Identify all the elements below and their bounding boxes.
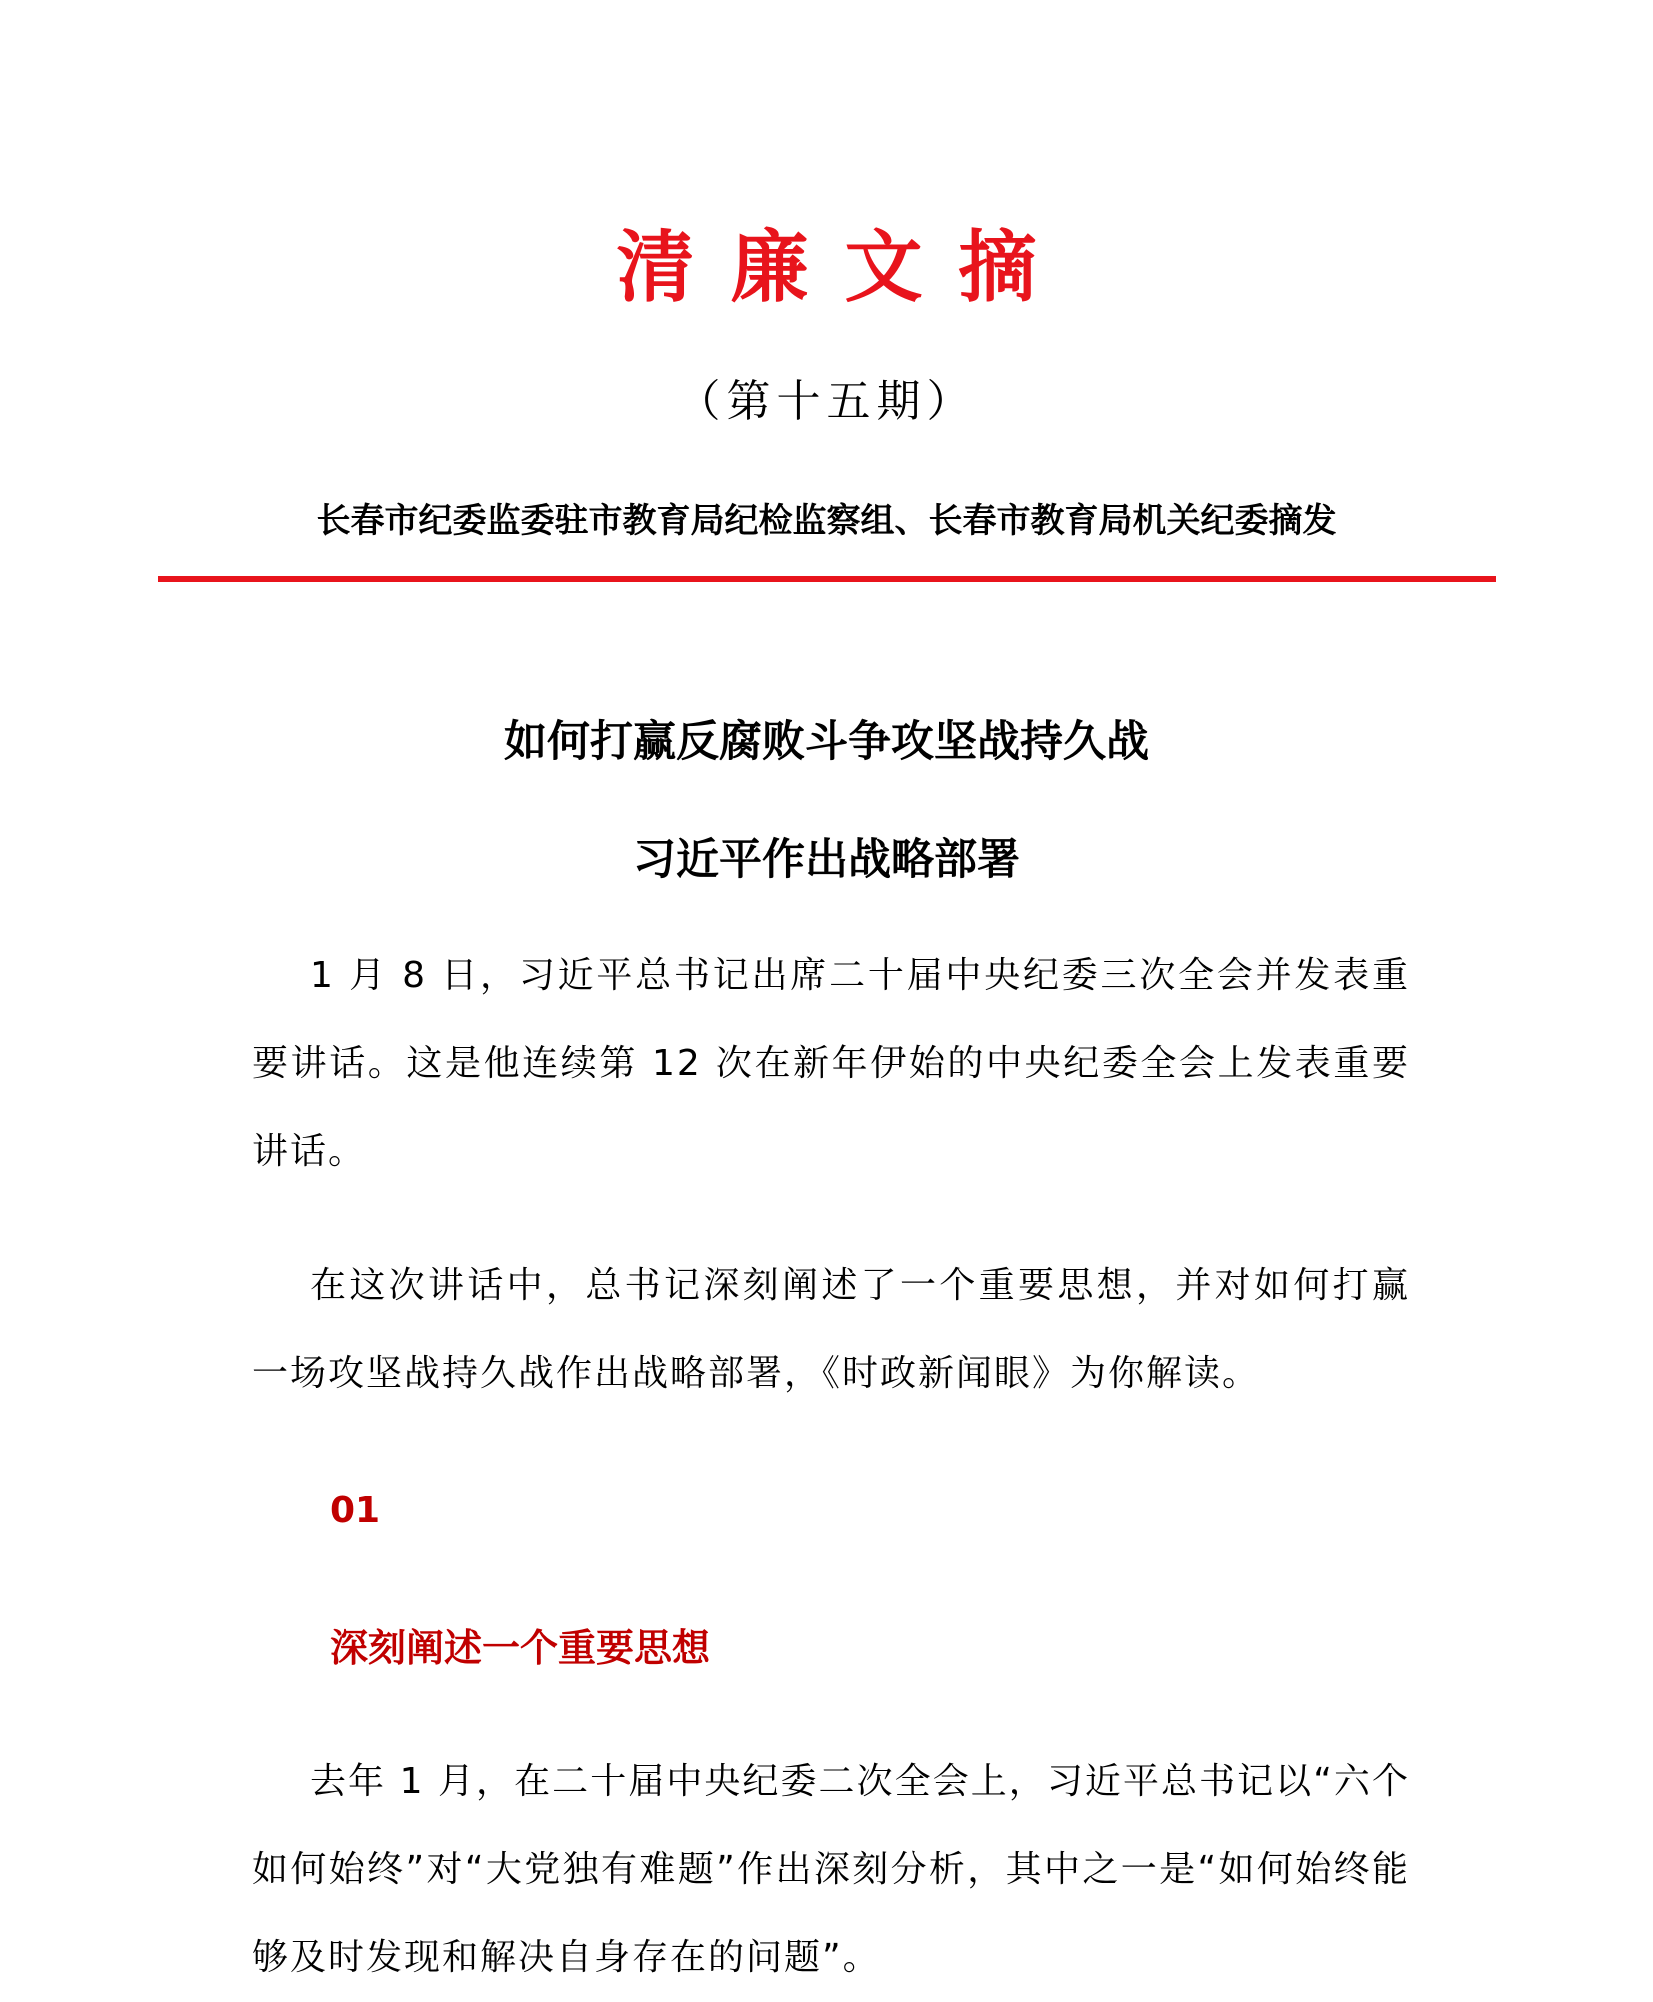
article-headline-line2: 习近平作出战略部署 <box>633 835 1020 885</box>
issue-number: （第十五期） <box>676 376 977 427</box>
section-number: 01 <box>330 1490 381 1531</box>
article-paragraph-2: 在这次讲话中，总书记深刻阐述了一个重要思想，并对如何打赢一场攻坚战持久战作出战略部署，《时政新闻眼》为你解读。 <box>252 1265 1410 1394</box>
masthead-title: 清廉文摘 <box>616 223 1073 313</box>
article-paragraph-1: 1 月 8 日，习近平总书记出席二十届中央纪委三次全会并发表重要讲话。这是他连续第 12 次在新年伊始的中央纪委全会上发表重要讲话。 <box>252 955 1410 1172</box>
section-title: 深刻阐述一个重要思想 <box>330 1626 711 1670</box>
publisher-line: 长春市纪委监委驻市教育局纪检监察组、长春市教育局机关纪委摘发 <box>316 501 1337 541</box>
article-headline-line1: 如何打赢反腐败斗争攻坚战持久战 <box>504 717 1149 767</box>
red-divider-rule <box>158 576 1496 582</box>
article-paragraph-3: 去年 1 月，在二十届中央纪委二次全会上，习近平总书记以“六个如何始终”对“大党独有难题”作出深刻分析，其中之一是“如何始终能够及时发现和解决自身存在的问题”。 <box>252 1761 1410 1978</box>
